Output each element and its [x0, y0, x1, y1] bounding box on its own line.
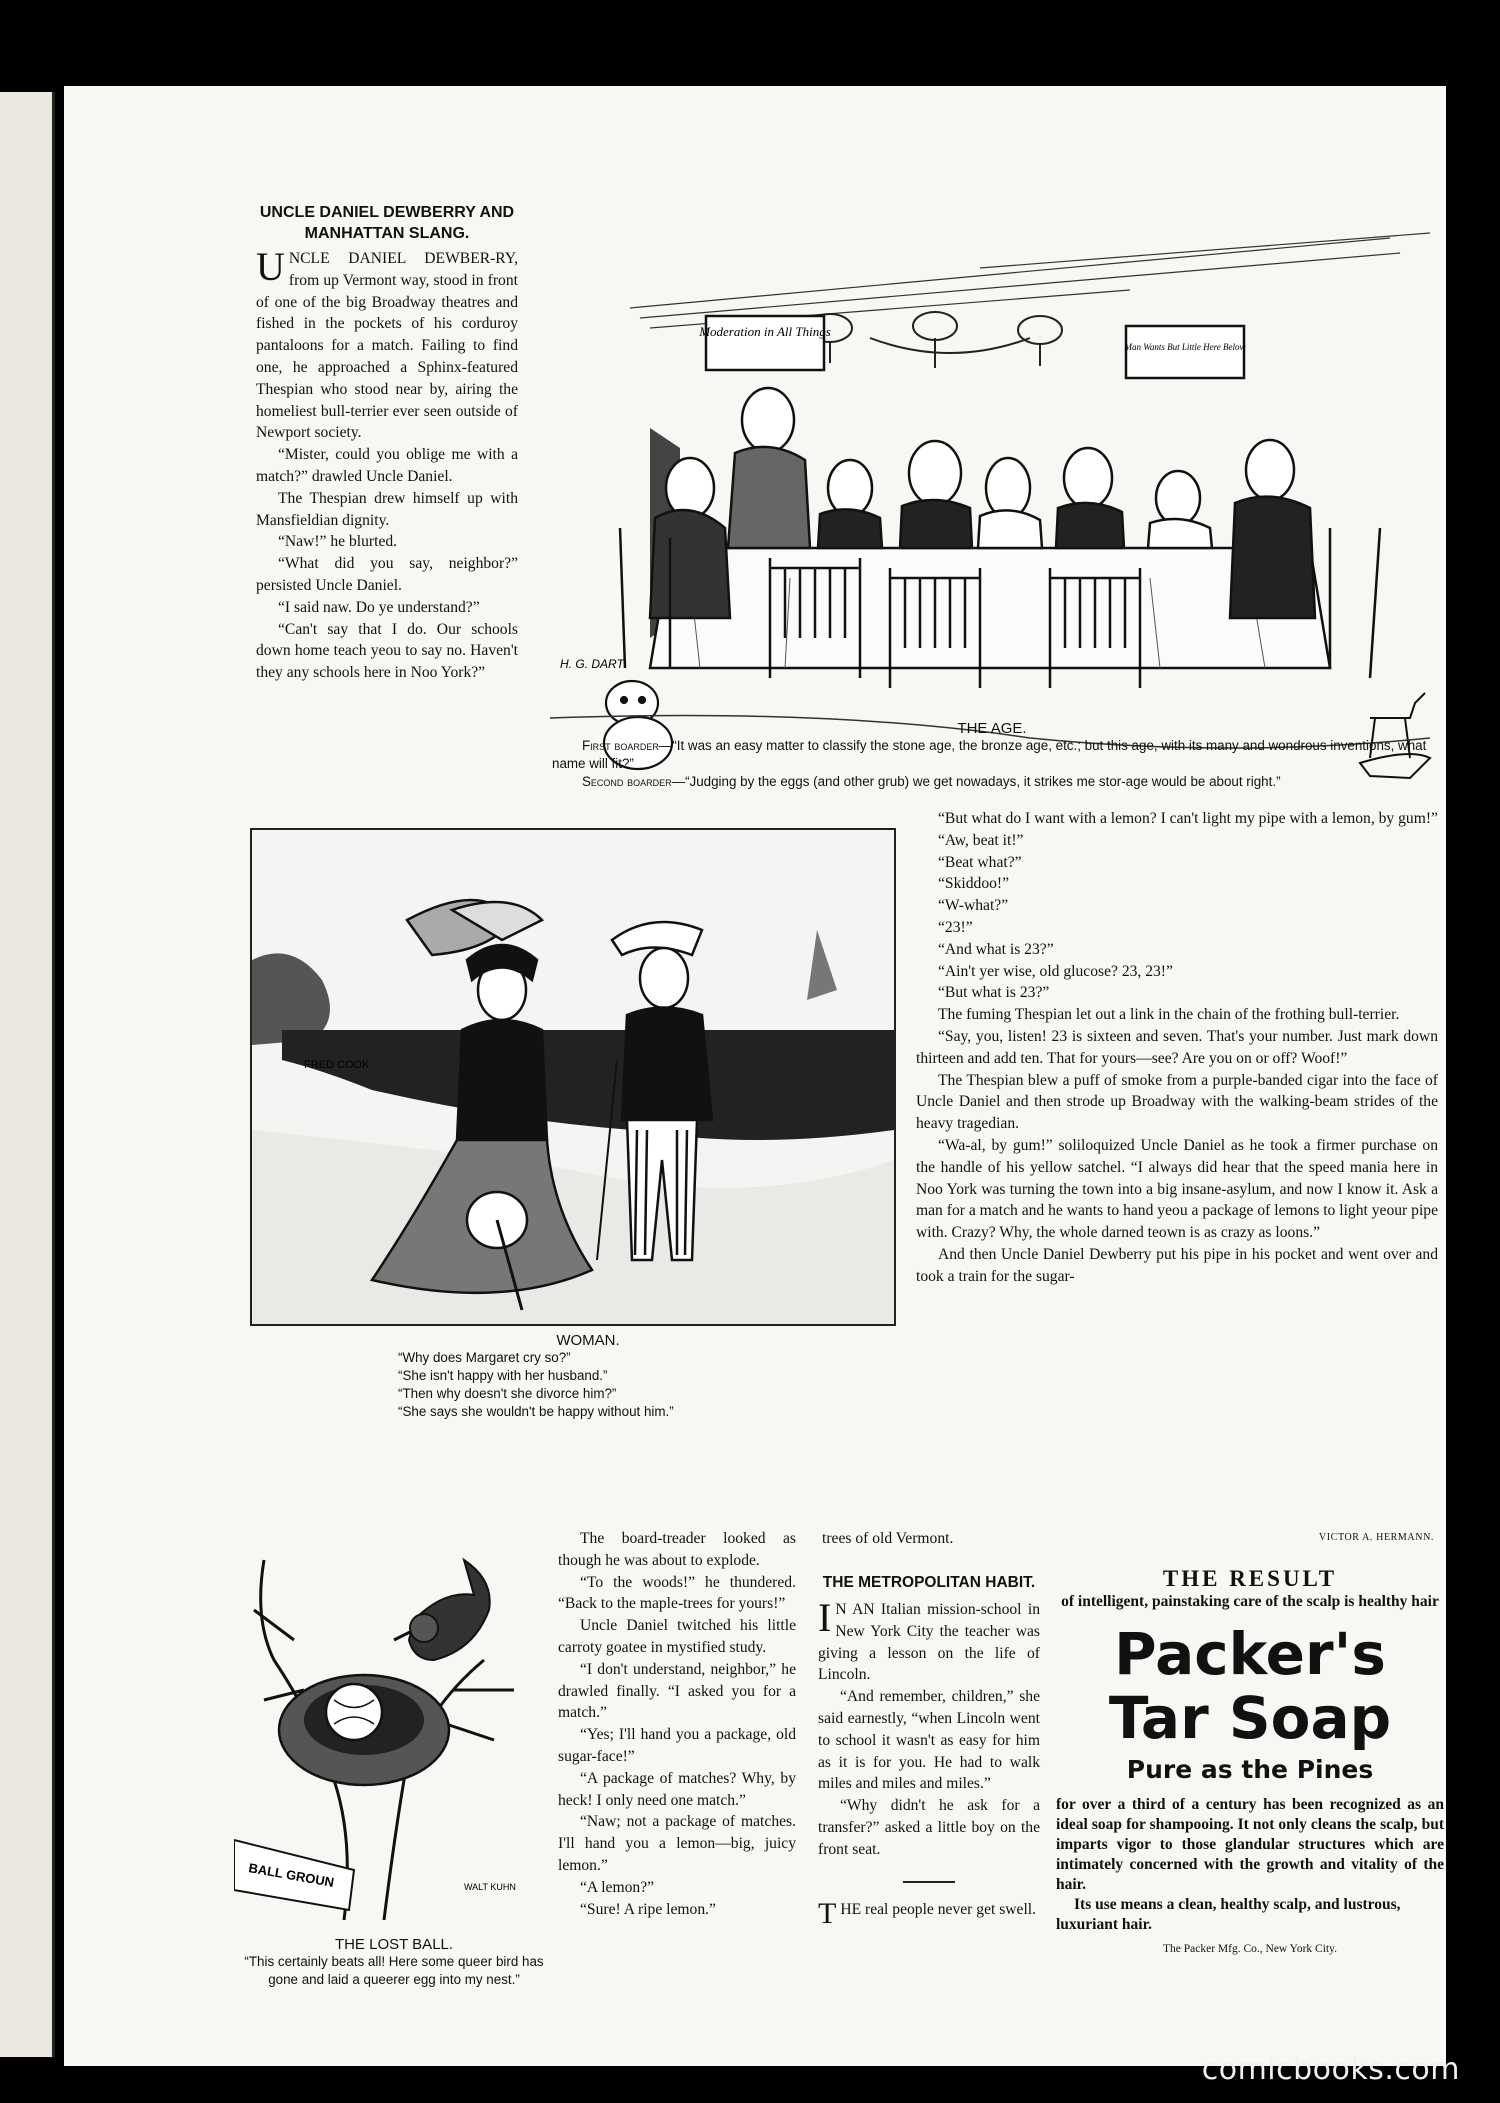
- age-caption-line-1: First boarder—“It was an easy matter to classify the stone age, the bronze age, etc.; but this age, with its many and wondrous inventions, what name will fit?”: [552, 738, 1427, 771]
- story-paragraph: “I don't understand, neighbor,” he drawled finally. “I asked you for a match.”: [558, 1660, 796, 1722]
- story-paragraph: “Beat what?”: [938, 853, 1022, 871]
- woman-caption: [398, 1332, 778, 1421]
- wall-sign-left-text: Moderation in All Things: [699, 324, 831, 339]
- story-paragraph: The Thespian blew a puff of smoke from a purple-banded cigar into the face of Uncle Daniel and then strode up Broadway with the walking-beam strides of the heavy tragedian.: [916, 1071, 1438, 1133]
- woman-caption-line: “She isn't happy with her husband.”: [398, 1368, 608, 1383]
- woman-caption-line: “Then why doesn't she divorce him?”: [398, 1386, 617, 1401]
- lost-ball-caption-text: “This certainly beats all! Here some queer bird has gone and laid a queerer egg into my nest.”: [244, 1954, 544, 1987]
- story-paragraph: “Say, you, listen! 23 is sixteen and seven. That's your number. Just mark down thirteen and add ten. That for yours—see? Are you on or off? Woof!”: [916, 1027, 1438, 1067]
- metropolitan-habit-title: THE METROPOLITAN HABIT.: [822, 1574, 1036, 1591]
- story-paragraph: “But what do I want with a lemon? I can't light my pipe with a lemon, by gum!”: [938, 810, 1438, 827]
- age-caption-title: THE AGE.: [957, 720, 1027, 737]
- ad-brand-line-2: Tar Soap: [1108, 1684, 1392, 1752]
- ad-body-2: Its use means a clean, healthy scalp, and lustrous, luxuriant hair.: [1056, 1896, 1401, 1933]
- story-paragraph: And then Uncle Daniel Dewberry put his pipe in his pocket and went over and took a train for the sugar-: [916, 1245, 1438, 1285]
- lost-ball-cartoon: [234, 1540, 554, 1920]
- woman-cartoon: [250, 828, 896, 1326]
- ad-body-1: for over a third of a century has been recognized as an ideal soap for shampooing. It not only cleans the scalp, but imparts vigor to those glandular structures which are intimately concerned with the growth and vitality of the hair.: [1056, 1796, 1444, 1893]
- story-opening-paragraph: UNCLE DANIEL DEWBER-RY, from up Vermont way, stood in front of one of the big Broadway theatres and fished in the pockets of his corduroy pantaloons for a match. Failing to find one, he approached a Sphinx-featured Thespian who stood near by, airing the homeliest bull-terrier ever seen outside of Newport society.: [256, 244, 518, 442]
- story-paragraph: “A lemon?”: [580, 1878, 655, 1896]
- story-paragraph: “W-what?”: [938, 897, 1009, 915]
- age-artist-signature: H. G. DART: [560, 657, 624, 671]
- filler-drop-cap: T: [818, 1896, 837, 1930]
- story-paragraph: “Can't say that I do. Our schools down home teach yeou to say no. Haven't they any schools here in Noo York?”: [256, 620, 518, 682]
- bird-drawing: [394, 1560, 490, 1660]
- woman-caption-title: WOMAN.: [556, 1332, 620, 1349]
- dining-table-illustration: [530, 198, 1458, 798]
- filler-paragraph: THE real people never get swell.: [818, 1896, 1037, 1930]
- ad-headline: THE RESULT: [1162, 1566, 1338, 1591]
- magazine-page: [64, 86, 1446, 2066]
- lost-ball-caption: [244, 1936, 544, 1989]
- lost-ball-title: THE LOST BALL.: [334, 1936, 454, 1953]
- story-title: UNCLE DANIEL DEWBERRY AND MANHATTAN SLANG.: [259, 204, 515, 242]
- story-paragraph: “Naw!” he blurted.: [278, 533, 398, 551]
- metro-drop-cap: I: [818, 1595, 832, 1640]
- metro-paragraph: “And remember, children,” she said earnestly, “when Lincoln went to school it wasn't as easy for him as it is for you. He had to walk miles and miles and miles.”: [818, 1688, 1040, 1793]
- metropolitan-habit-article: [818, 1572, 1040, 1930]
- story-paragraph: “Naw; not a package of matches. I'll hand you a lemon—big, juicy lemon.”: [558, 1813, 796, 1874]
- age-cartoon: [530, 198, 1458, 796]
- beach-couple-illustration: [252, 830, 894, 1324]
- story-paragraph: The Thespian drew himself up with Mansfieldian dignity.: [256, 489, 518, 529]
- age-caption: [552, 720, 1432, 791]
- story-paragraph: “Wa-al, by gum!” soliloquized Uncle Daniel as he took a firmer purchase on the handle of his yellow satchel. “I always did hear that the speed mania here in Noo York was turning the town into a big insane-asylum, and now I know it. Ask a man for a match and he wants to hand yeou a package of lemons to light yeour pipe with. Crazy? Why, the whole darned teown is as crazy as loons.”: [916, 1136, 1438, 1242]
- baseball-drawing: [326, 1684, 382, 1740]
- story-left-column: [256, 202, 518, 684]
- story-right-column: [916, 808, 1438, 1288]
- story-paragraph: “Skiddoo!”: [938, 875, 1010, 893]
- ball-ground-sign-text: BALL GROUN: [247, 1860, 336, 1890]
- story-paragraph: “Sure! A ripe lemon.”: [580, 1900, 716, 1918]
- story-paragraph: “23!”: [938, 918, 973, 936]
- story-paragraph: “Mister, could you oblige me with a match?” drawled Uncle Daniel.: [256, 446, 518, 485]
- packers-tar-soap-ad: [1056, 1568, 1444, 1955]
- wall-sign-right: [1126, 326, 1244, 378]
- story-paragraph: “And what is 23?”: [938, 940, 1054, 958]
- story-paragraph: “But what is 23?”: [938, 984, 1050, 1002]
- story-paragraph: “To the woods!” he thundered. “Back to the maple-trees for yours!”: [558, 1573, 796, 1613]
- metro-opening-paragraph: I N AN Italian mission-school in New York City the teacher was giving a lesson on the life of Lincoln.: [818, 1595, 1040, 1684]
- story-drop-cap: U: [256, 244, 285, 289]
- story-author: VICTOR A. HERMANN.: [1318, 1532, 1434, 1543]
- story-middle-column: [558, 1528, 796, 1920]
- ball-artist-signature: WALT KUHN: [464, 1882, 516, 1892]
- bird-nest-illustration: [234, 1540, 554, 1920]
- story-paragraph: Uncle Daniel twitched his little carroty goatee in mystified study.: [558, 1617, 796, 1656]
- story-end-line: trees of old Vermont.: [822, 1530, 954, 1547]
- metro-paragraph: “Why didn't he ask for a transfer?” asked a little boy on the front seat.: [818, 1797, 1040, 1858]
- story-paragraph: “Yes; I'll hand you a package, old sugar-face!”: [558, 1726, 796, 1765]
- ad-brand-line-1: Packer's: [1114, 1620, 1386, 1688]
- ad-subheadline: of intelligent, painstaking care of the scalp is healthy hair: [1061, 1593, 1439, 1610]
- story-paragraph: The fuming Thespian let out a link in the chain of the frothing bull-terrier.: [938, 1006, 1400, 1024]
- ad-company: The Packer Mfg. Co., New York City.: [1163, 1943, 1337, 1955]
- story-paragraph: “Aw, beat it!”: [938, 831, 1024, 849]
- story-paragraph: “A package of matches? Why, by heck! I only need one match.”: [558, 1769, 796, 1809]
- watermark-text: comicbooks.com: [1201, 2052, 1460, 2087]
- facing-page-edge: [0, 92, 55, 2057]
- woman-caption-line: “She says she wouldn't be happy without him.”: [398, 1404, 674, 1419]
- age-caption-line-2: Second boarder—“Judging by the eggs (and other grub) we get nowadays, it strikes me stor-age would be about right.”: [582, 774, 1281, 789]
- woman-caption-line: “Why does Margaret cry so?”: [398, 1350, 571, 1365]
- story-paragraph: “What did you say, neighbor?” persisted Uncle Daniel.: [256, 555, 518, 594]
- ad-tagline: Pure as the Pines: [1126, 1755, 1374, 1784]
- story-paragraph: The board-treader looked as though he was about to explode.: [558, 1530, 796, 1569]
- story-paragraph: “I said naw. Do ye understand?”: [278, 598, 480, 616]
- section-divider: [903, 1881, 955, 1883]
- woman-artist-signature: FRED COOK: [304, 1059, 370, 1071]
- story-paragraph: “Ain't yer wise, old glucose? 23, 23!”: [938, 962, 1173, 980]
- wall-sign-right-text: Man Wants But Little Here Below: [1124, 342, 1246, 352]
